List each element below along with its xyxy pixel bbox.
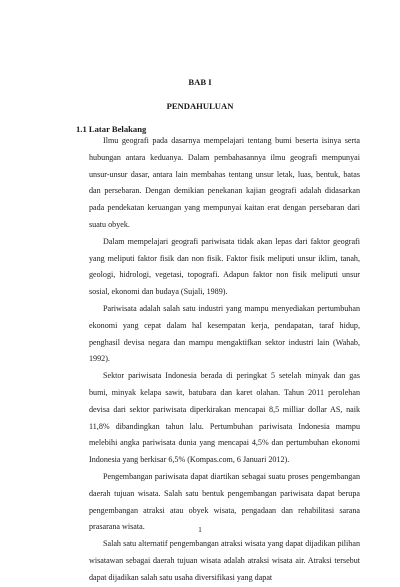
paragraph: Pengembangan pariwisata dapat diartikan sebagai suatu proses pengembangan daerah tujuan wisata. Salah satu bentuk pengembangan pariwisata dapat berupa pengembangan atraksi atau obyek wisata, pengadaan dan rehabilitasi sarana prasarana wisata. <box>89 471 360 532</box>
chapter-number: BAB I <box>188 77 212 87</box>
chapter-title: PENDAHULUAN <box>166 101 234 111</box>
section-heading: 1.1 Latar Belakang <box>76 124 147 134</box>
paragraph: Salah satu alternatif pengembangan atraksi wisata yang dapat dijadikan pilihan wisatawan sebagai daerah tujuan wisata adalah atraksi wisata air. Atraksi tersebut dapat dijadikan salah satu usaha diversifikasi yang dapat <box>89 539 360 582</box>
paragraph: Ilmu geografi pada dasarnya mempelajari tentang bumi beserta isinya serta hubungan antara keduanya. Dalam pembahasannya ilmu geografi mempunyai unsur-unsur dasar, antara lain membahas tentang unsur letak, luas, bentuk, batas dan persebaran. Dengan demikian penekanan kajian geografi adalah didasarkan pada pendekatan keruangan yang mempunyai kaitan erat dengan persebaran dari suatu obyek. <box>89 136 360 229</box>
paragraph: Dalam mempelajari geografi pariwisata tidak akan lepas dari faktor geografi yang meliputi faktor fisik dan non fisik. Faktor fisik meliputi unsur iklim, tanah, geologi, hidrologi, vegetasi, topografi. Adapun faktor non fisik meliputi unsur sosial, ekonomi dan budaya (Sujali, 1989). <box>89 236 360 297</box>
body-text <box>89 133 360 587</box>
paragraph: Sektor pariwisata Indonesia berada di peringkat 5 setelah minyak dan gas bumi, minyak kelapa sawit, batubara dan karet olahan. Tahun 2011 perolehan devisa dari sektor pariwisata diperkirakan mencapai 8,5 milliar dollar AS, naik 11,8% dibandingkan tahun lalu. Pertumbuhan pariwisata Indonesia mampu melebihi angka pariwisata dunia yang mencapai 4,5% dan pertumbuhan ekonomi Indonesia yang berkisar 6,5% (Kompas.com, 6 Januari 2012). <box>89 371 360 465</box>
paragraph: Pariwisata adalah salah satu industri yang mampu menyediakan pertumbuhan ekonomi yang cepat dalam hal kesempatan kerja, pendapatan, taraf hidup, penghasil devisa negara dan mampu mengaktifkan sektor industri lain (Wahab, 1992). <box>89 303 360 364</box>
page-number: 1 <box>198 525 202 534</box>
